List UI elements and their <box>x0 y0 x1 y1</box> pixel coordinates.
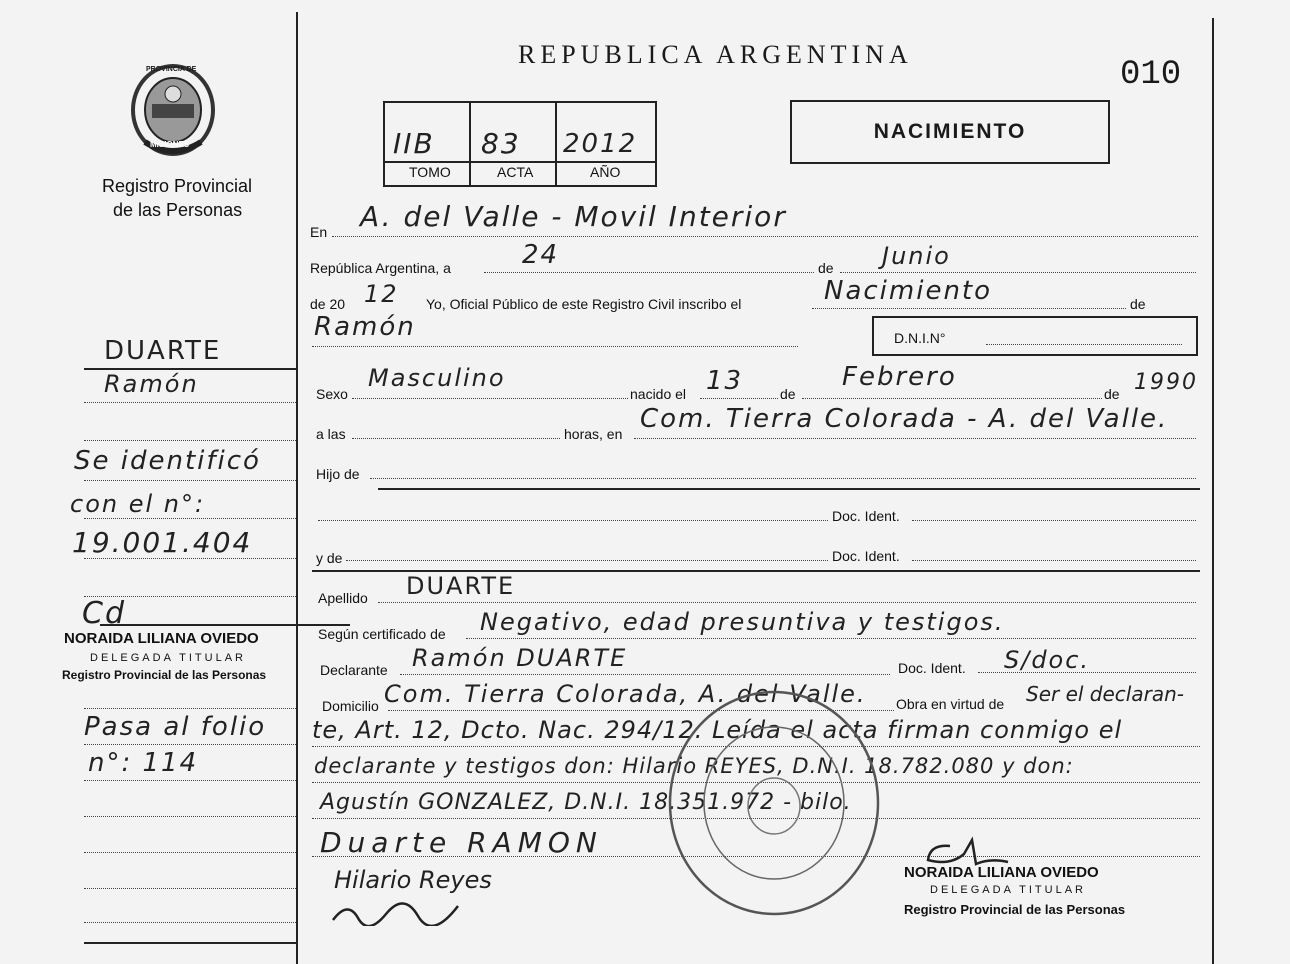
sexo-label: Sexo <box>316 386 348 402</box>
mes-value: Junio <box>882 242 951 270</box>
anio-value: 2012 <box>563 129 638 159</box>
de-label-1: de <box>818 260 834 276</box>
sidebar-divider <box>296 12 298 964</box>
country-title: REPUBLICA ARGENTINA <box>518 40 913 69</box>
nacido-label: nacido el <box>630 386 687 402</box>
dni-label: D.N.I.N° <box>894 330 946 346</box>
record-type-box <box>790 100 1110 164</box>
witness-signature-2 <box>328 896 468 926</box>
margin-dots-5 <box>84 558 296 559</box>
left-stamp-name: NORAIDA LILIANA OVIEDO <box>64 630 259 647</box>
margin-dots-4 <box>84 518 296 519</box>
left-signature-stroke <box>100 624 350 626</box>
doc-ident-label-3: Doc. Ident. <box>898 660 966 676</box>
anio-written: 12 <box>364 280 399 308</box>
right-stamp-title: DELEGADA TITULAR <box>930 884 1086 896</box>
declarante-label: Declarante <box>320 662 388 678</box>
note-line-1: Se identificó <box>74 446 261 476</box>
left-signature: Cd <box>82 596 126 631</box>
alas-label: a las <box>316 426 346 442</box>
round-stamp-icon <box>666 688 882 918</box>
witness-signature-1: Hilario Reyes <box>334 866 492 894</box>
margin-dots-7 <box>84 708 296 709</box>
margin-bottom-line <box>84 942 296 944</box>
book-reference-box <box>383 101 657 187</box>
nombre-value: Ramón <box>314 312 416 342</box>
yo-label: Yo, Oficial Público de este Registro Civil inscribo el <box>426 296 742 312</box>
body-line-2: declarante y testigos don: Hilario REYES, D.N.I. 18.782.080 y don: <box>314 754 1074 778</box>
margin-dots-13 <box>84 922 296 923</box>
folio-number: 010 <box>1120 56 1182 94</box>
nacido-anio: 1990 <box>1134 370 1198 395</box>
left-stamp-org: Registro Provincial de las Personas <box>62 668 267 682</box>
horas-label: horas, en <box>564 426 623 442</box>
seal-text-top: PROVINCIA DE <box>146 66 197 73</box>
body-line-3: Agustín GONZALEZ, D.N.I. 18.351.972 - bilo. <box>320 790 852 815</box>
right-stamp-org: Registro Provincial de las Personas <box>904 902 1126 917</box>
de-label-2: de <box>1130 296 1146 312</box>
official-round-stamp <box>666 688 882 918</box>
de-label-3: de <box>780 386 796 402</box>
segun-label: Según certificado de <box>318 626 446 642</box>
margin-dots-1 <box>84 402 296 403</box>
de-label-4: de <box>1104 386 1120 402</box>
left-stamp-title: DELEGADA TITULAR <box>90 652 246 664</box>
margin-dots-10 <box>84 816 296 817</box>
right-border <box>1212 18 1214 964</box>
right-stamp-name: NORAIDA LILIANA OVIEDO <box>904 864 1099 881</box>
segun-value: Negativo, edad presuntiva y testigos. <box>480 608 1005 636</box>
margin-dots-3 <box>84 480 296 481</box>
margin-name: Ramón <box>104 370 199 398</box>
pasa-folio-2: n°: 114 <box>88 748 199 778</box>
body-line-1: te, Art. 12, Dcto. Nac. 294/12. Leída el acta firman conmigo el <box>312 716 1123 744</box>
tomo-label: TOMO <box>409 164 451 180</box>
margin-dots-8 <box>84 744 296 745</box>
domicilio-label: Domicilio <box>322 698 379 714</box>
doc-ident-label-2: Doc. Ident. <box>832 548 900 564</box>
declarante-value: Ramón DUARTE <box>412 644 628 672</box>
de20-label: de 20 <box>310 296 346 312</box>
apellido-value: DUARTE <box>406 572 516 600</box>
scribble-signature-icon <box>328 896 468 926</box>
obra-value: Ser el declaran- <box>1026 682 1184 706</box>
margin-surname: DUARTE <box>104 336 222 366</box>
domicilio-value: Com. Tierra Colorada, A. del Valle. <box>384 680 867 708</box>
acta-label: ACTA <box>497 164 534 180</box>
pasa-folio-1: Pasa al folio <box>84 712 267 742</box>
margin-dots-2 <box>84 440 296 441</box>
margin-dots-9 <box>84 780 296 781</box>
registry-title-1: Registro Provincial <box>102 176 253 196</box>
acta-value: 83 <box>481 127 521 160</box>
en-value: A. del Valle - Movil Interior <box>360 200 787 233</box>
declarante-doc: S/doc. <box>1004 646 1091 674</box>
apellido-label: Apellido <box>318 590 368 606</box>
en-label: En <box>310 224 328 240</box>
dia-value: 24 <box>522 240 560 270</box>
seal-text-bottom: MISIONES <box>150 140 190 149</box>
note-line-3: 19.001.404 <box>72 526 253 559</box>
tomo-value: IIB <box>393 127 435 160</box>
obra-label: Obra en virtud de <box>896 696 1005 712</box>
record-type: NACIMIENTO <box>873 120 1027 143</box>
signature-line: Duarte RAMON <box>320 826 603 859</box>
sexo-value: Masculino <box>368 364 506 392</box>
nacido-dia: 13 <box>706 366 744 396</box>
hijo-label: Hijo de <box>316 466 360 482</box>
note-line-2: con el n°: <box>70 490 206 518</box>
anio-label: AÑO <box>590 164 621 180</box>
margin-dots-12 <box>84 888 296 889</box>
inscribe-value: Nacimiento <box>824 276 993 306</box>
registry-title-2: de las Personas <box>113 200 243 220</box>
nacido-mes: Febrero <box>842 362 957 392</box>
republica-label: República Argentina, a <box>310 260 451 276</box>
lugar-value: Com. Tierra Colorada - A. del Valle. <box>640 404 1169 434</box>
doc-ident-label-1: Doc. Ident. <box>832 508 900 524</box>
margin-dots-11 <box>84 852 296 853</box>
yde-label: y de <box>316 550 343 566</box>
dni-box <box>872 316 1198 356</box>
